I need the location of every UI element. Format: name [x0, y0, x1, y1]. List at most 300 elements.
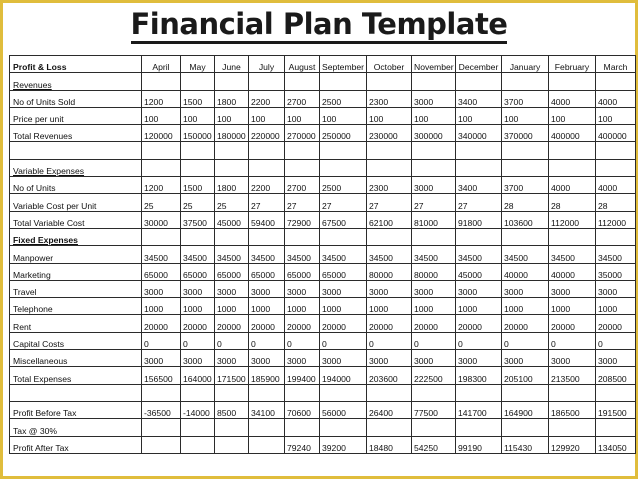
- value-cell: 4000: [549, 177, 596, 194]
- month-header: July: [249, 56, 285, 73]
- value-cell: 3000: [142, 350, 181, 367]
- value-cell: 20000: [215, 315, 249, 332]
- marketing-row: [10, 263, 636, 280]
- row-label: [10, 194, 142, 211]
- value-cell: [249, 159, 285, 176]
- value-cell: 56000: [320, 401, 367, 418]
- value-cell: 65000: [249, 263, 285, 280]
- value-cell: 129920: [549, 436, 596, 453]
- blank-row: [10, 384, 636, 401]
- value-cell: [367, 142, 412, 159]
- value-cell: [142, 419, 181, 436]
- month-header: March: [596, 56, 636, 73]
- value-cell: 141700: [456, 401, 502, 418]
- value-cell: 3000: [367, 350, 412, 367]
- value-cell: [215, 436, 249, 453]
- value-cell: 79240: [285, 436, 320, 453]
- value-cell: 20000: [142, 315, 181, 332]
- value-cell: 198300: [456, 367, 502, 384]
- value-cell: [142, 73, 181, 90]
- month-header: October: [367, 56, 412, 73]
- value-cell: 120000: [142, 125, 181, 142]
- value-cell: 203600: [367, 367, 412, 384]
- row-label: [10, 159, 142, 176]
- value-cell: [285, 228, 320, 245]
- no-of-units-sold-row: [10, 90, 636, 107]
- value-cell: 34500: [596, 246, 636, 263]
- telephone-row: [10, 298, 636, 315]
- row-label-text: Manpower: [13, 252, 54, 263]
- value-cell: 213500: [549, 367, 596, 384]
- month-header: November: [412, 56, 456, 73]
- value-cell: [549, 73, 596, 90]
- value-cell: [502, 159, 549, 176]
- row-label: [10, 211, 142, 228]
- value-cell: [215, 159, 249, 176]
- variable-expenses-heading: [10, 159, 636, 176]
- value-cell: 25: [181, 194, 215, 211]
- value-cell: 35000: [596, 263, 636, 280]
- value-cell: 164900: [502, 401, 549, 418]
- value-cell: 156500: [142, 367, 181, 384]
- value-cell: 3000: [502, 350, 549, 367]
- value-cell: 0: [320, 332, 367, 349]
- row-label-text: No of Units: [13, 183, 56, 194]
- value-cell: 164000: [181, 367, 215, 384]
- value-cell: [142, 142, 181, 159]
- value-cell: 185900: [249, 367, 285, 384]
- value-cell: 80000: [412, 263, 456, 280]
- month-header: August: [285, 56, 320, 73]
- value-cell: 112000: [596, 211, 636, 228]
- value-cell: 28: [549, 194, 596, 211]
- value-cell: [320, 419, 367, 436]
- header-label-cell: Profit & Loss: [10, 56, 142, 73]
- value-cell: 186500: [549, 401, 596, 418]
- value-cell: 2700: [285, 177, 320, 194]
- value-cell: 25: [142, 194, 181, 211]
- row-label: [10, 298, 142, 315]
- value-cell: 3400: [456, 177, 502, 194]
- row-label: [10, 90, 142, 107]
- value-cell: 34500: [549, 246, 596, 263]
- financial-plan-table: [9, 55, 636, 454]
- value-cell: [142, 159, 181, 176]
- value-cell: 0: [596, 332, 636, 349]
- title-area: [3, 3, 635, 47]
- value-cell: [215, 142, 249, 159]
- value-cell: 0: [456, 332, 502, 349]
- row-label: [10, 280, 142, 297]
- value-cell: 300000: [412, 125, 456, 142]
- value-cell: [412, 228, 456, 245]
- value-cell: 37500: [181, 211, 215, 228]
- value-cell: 0: [181, 332, 215, 349]
- value-cell: 100: [215, 107, 249, 124]
- value-cell: 3000: [249, 280, 285, 297]
- value-cell: 2200: [249, 90, 285, 107]
- value-cell: 34500: [249, 246, 285, 263]
- value-cell: 3000: [285, 350, 320, 367]
- value-cell: [249, 384, 285, 401]
- value-cell: 28: [502, 194, 549, 211]
- value-cell: 205100: [502, 367, 549, 384]
- value-cell: 199400: [285, 367, 320, 384]
- value-cell: 28: [596, 194, 636, 211]
- value-cell: 2300: [367, 90, 412, 107]
- value-cell: 3000: [142, 280, 181, 297]
- value-cell: 100: [249, 107, 285, 124]
- value-cell: 99190: [456, 436, 502, 453]
- value-cell: 270000: [285, 125, 320, 142]
- value-cell: [181, 159, 215, 176]
- value-cell: 208500: [596, 367, 636, 384]
- row-label-text: Profit Before Tax: [13, 408, 77, 419]
- travel-row: [10, 280, 636, 297]
- value-cell: [549, 159, 596, 176]
- row-label-text: Rent: [13, 321, 32, 332]
- value-cell: [549, 384, 596, 401]
- row-label: [10, 436, 142, 453]
- value-cell: 45000: [215, 211, 249, 228]
- month-header: December: [456, 56, 502, 73]
- value-cell: [596, 142, 636, 159]
- value-cell: 340000: [456, 125, 502, 142]
- total-variable-cost-row: [10, 211, 636, 228]
- value-cell: [181, 73, 215, 90]
- profit-before-tax-row: [10, 401, 636, 418]
- value-cell: 3000: [320, 350, 367, 367]
- row-label-text: Tax @ 30%: [13, 425, 58, 436]
- value-cell: [456, 419, 502, 436]
- value-cell: [215, 228, 249, 245]
- value-cell: 8500: [215, 401, 249, 418]
- capital-costs-row: [10, 332, 636, 349]
- value-cell: 100: [502, 107, 549, 124]
- price-per-unit-row: [10, 107, 636, 124]
- value-cell: 20000: [285, 315, 320, 332]
- value-cell: 3000: [249, 350, 285, 367]
- value-cell: 25: [215, 194, 249, 211]
- value-cell: 0: [215, 332, 249, 349]
- profit-after-tax-row: [10, 436, 636, 453]
- value-cell: 2500: [320, 90, 367, 107]
- value-cell: 1200: [142, 177, 181, 194]
- row-label: [10, 107, 142, 124]
- value-cell: 27: [320, 194, 367, 211]
- value-cell: 45000: [456, 263, 502, 280]
- value-cell: 100: [456, 107, 502, 124]
- value-cell: [285, 419, 320, 436]
- row-label: [10, 177, 142, 194]
- row-label-text: Total Revenues: [13, 131, 73, 142]
- value-cell: 103600: [502, 211, 549, 228]
- value-cell: [249, 142, 285, 159]
- row-label: [10, 263, 142, 280]
- value-cell: [549, 142, 596, 159]
- value-cell: -36500: [142, 401, 181, 418]
- value-cell: [320, 228, 367, 245]
- value-cell: 40000: [549, 263, 596, 280]
- value-cell: 3000: [456, 280, 502, 297]
- value-cell: [215, 419, 249, 436]
- value-cell: -14000: [181, 401, 215, 418]
- variable-cost-per-unit-row: [10, 194, 636, 211]
- value-cell: [367, 159, 412, 176]
- row-label-text: Total Variable Cost: [13, 217, 85, 228]
- page-title: Financial Plan Template: [131, 7, 508, 44]
- value-cell: 27: [456, 194, 502, 211]
- miscellaneous-row: [10, 350, 636, 367]
- value-cell: 3000: [412, 280, 456, 297]
- value-cell: 65000: [181, 263, 215, 280]
- row-label-text: Profit After Tax: [13, 442, 69, 453]
- row-label: [10, 367, 142, 384]
- month-header: June: [215, 56, 249, 73]
- month-header: February: [549, 56, 596, 73]
- value-cell: 67500: [320, 211, 367, 228]
- value-cell: [320, 384, 367, 401]
- value-cell: [285, 384, 320, 401]
- value-cell: 34500: [412, 246, 456, 263]
- value-cell: [249, 228, 285, 245]
- value-cell: [502, 142, 549, 159]
- value-cell: 39200: [320, 436, 367, 453]
- value-cell: 27: [249, 194, 285, 211]
- value-cell: [596, 384, 636, 401]
- value-cell: 400000: [596, 125, 636, 142]
- value-cell: [367, 419, 412, 436]
- value-cell: 0: [142, 332, 181, 349]
- value-cell: 100: [285, 107, 320, 124]
- value-cell: 1000: [596, 298, 636, 315]
- value-cell: 1000: [142, 298, 181, 315]
- value-cell: 3000: [367, 280, 412, 297]
- value-cell: 20000: [249, 315, 285, 332]
- value-cell: 1000: [285, 298, 320, 315]
- value-cell: 2200: [249, 177, 285, 194]
- value-cell: [142, 384, 181, 401]
- blank-row: [10, 142, 636, 159]
- row-label-text: Capital Costs: [13, 339, 65, 350]
- value-cell: 72900: [285, 211, 320, 228]
- value-cell: 3000: [596, 280, 636, 297]
- value-cell: 191500: [596, 401, 636, 418]
- row-label-text: Miscellaneous: [13, 356, 68, 367]
- value-cell: 100: [596, 107, 636, 124]
- row-label: [10, 350, 142, 367]
- value-cell: 222500: [412, 367, 456, 384]
- row-label-text: Price per unit: [13, 114, 64, 125]
- value-cell: 1000: [249, 298, 285, 315]
- value-cell: [502, 73, 549, 90]
- row-label-text: Total Expenses: [13, 373, 72, 384]
- value-cell: [367, 384, 412, 401]
- row-label-text: Variable Cost per Unit: [13, 200, 97, 211]
- manpower-row: [10, 246, 636, 263]
- value-cell: 34500: [181, 246, 215, 263]
- value-cell: 4000: [596, 177, 636, 194]
- value-cell: 0: [549, 332, 596, 349]
- value-cell: 100: [320, 107, 367, 124]
- value-cell: [596, 159, 636, 176]
- value-cell: [412, 159, 456, 176]
- value-cell: 2700: [285, 90, 320, 107]
- value-cell: 3000: [412, 90, 456, 107]
- value-cell: 65000: [142, 263, 181, 280]
- value-cell: 62100: [367, 211, 412, 228]
- value-cell: 220000: [249, 125, 285, 142]
- value-cell: 1000: [320, 298, 367, 315]
- value-cell: [215, 384, 249, 401]
- row-label: [10, 73, 142, 90]
- month-header: April: [142, 56, 181, 73]
- revenues-heading: [10, 73, 636, 90]
- rent-row: [10, 315, 636, 332]
- row-label-text: Telephone: [13, 304, 53, 315]
- value-cell: 34500: [320, 246, 367, 263]
- row-label: [10, 384, 142, 401]
- value-cell: 1000: [181, 298, 215, 315]
- value-cell: 65000: [215, 263, 249, 280]
- value-cell: 100: [549, 107, 596, 124]
- value-cell: 2500: [320, 177, 367, 194]
- value-cell: 3000: [215, 280, 249, 297]
- value-cell: [181, 419, 215, 436]
- value-cell: 1800: [215, 90, 249, 107]
- value-cell: [502, 228, 549, 245]
- value-cell: [456, 73, 502, 90]
- value-cell: 100: [367, 107, 412, 124]
- value-cell: 100: [142, 107, 181, 124]
- value-cell: 2300: [367, 177, 412, 194]
- value-cell: 194000: [320, 367, 367, 384]
- value-cell: 3000: [412, 350, 456, 367]
- value-cell: 65000: [320, 263, 367, 280]
- value-cell: 34500: [502, 246, 549, 263]
- value-cell: 100: [412, 107, 456, 124]
- value-cell: 3000: [456, 350, 502, 367]
- value-cell: 20000: [367, 315, 412, 332]
- row-label: [10, 125, 142, 142]
- value-cell: 34500: [367, 246, 412, 263]
- value-cell: [456, 142, 502, 159]
- value-cell: 91800: [456, 211, 502, 228]
- value-cell: [320, 73, 367, 90]
- value-cell: 34500: [215, 246, 249, 263]
- value-cell: [367, 73, 412, 90]
- value-cell: [142, 228, 181, 245]
- no-of-units-row: [10, 177, 636, 194]
- value-cell: [285, 159, 320, 176]
- value-cell: [320, 159, 367, 176]
- value-cell: [412, 384, 456, 401]
- month-header: January: [502, 56, 549, 73]
- value-cell: 230000: [367, 125, 412, 142]
- value-cell: 27: [367, 194, 412, 211]
- value-cell: 59400: [249, 211, 285, 228]
- row-label-text: Travel: [13, 287, 37, 298]
- value-cell: 1500: [181, 177, 215, 194]
- value-cell: 0: [249, 332, 285, 349]
- value-cell: 20000: [456, 315, 502, 332]
- value-cell: 3400: [456, 90, 502, 107]
- row-label: [10, 228, 142, 245]
- value-cell: 20000: [320, 315, 367, 332]
- value-cell: 3000: [502, 280, 549, 297]
- value-cell: [367, 228, 412, 245]
- value-cell: [596, 73, 636, 90]
- value-cell: [181, 384, 215, 401]
- value-cell: 34500: [285, 246, 320, 263]
- value-cell: 180000: [215, 125, 249, 142]
- value-cell: [456, 228, 502, 245]
- value-cell: 1800: [215, 177, 249, 194]
- row-label: [10, 401, 142, 418]
- value-cell: 34500: [456, 246, 502, 263]
- value-cell: 4000: [549, 90, 596, 107]
- tax-row: [10, 419, 636, 436]
- value-cell: 3000: [181, 350, 215, 367]
- value-cell: 1500: [181, 90, 215, 107]
- row-label-text: Fixed Expenses: [13, 235, 78, 246]
- fixed-expenses-heading: [10, 228, 636, 245]
- value-cell: 1000: [549, 298, 596, 315]
- value-cell: 20000: [412, 315, 456, 332]
- value-cell: 81000: [412, 211, 456, 228]
- value-cell: 1000: [367, 298, 412, 315]
- value-cell: [249, 436, 285, 453]
- value-cell: [181, 436, 215, 453]
- value-cell: [502, 384, 549, 401]
- row-label-text: Revenues: [13, 79, 52, 90]
- value-cell: 250000: [320, 125, 367, 142]
- month-header: September: [320, 56, 367, 73]
- value-cell: 1200: [142, 90, 181, 107]
- value-cell: [412, 142, 456, 159]
- value-cell: 112000: [549, 211, 596, 228]
- row-label: [10, 332, 142, 349]
- header-row: [10, 56, 636, 73]
- value-cell: 3000: [285, 280, 320, 297]
- value-cell: 171500: [215, 367, 249, 384]
- value-cell: 150000: [181, 125, 215, 142]
- value-cell: 0: [412, 332, 456, 349]
- value-cell: [456, 384, 502, 401]
- value-cell: 3000: [320, 280, 367, 297]
- value-cell: [249, 73, 285, 90]
- row-label-text: Marketing: [13, 269, 51, 280]
- row-label: [10, 246, 142, 263]
- value-cell: 3700: [502, 90, 549, 107]
- value-cell: 27: [412, 194, 456, 211]
- value-cell: 80000: [367, 263, 412, 280]
- value-cell: [502, 419, 549, 436]
- value-cell: [181, 228, 215, 245]
- value-cell: 4000: [596, 90, 636, 107]
- row-label: [10, 142, 142, 159]
- value-cell: 34100: [249, 401, 285, 418]
- value-cell: 3000: [596, 350, 636, 367]
- value-cell: 3000: [549, 350, 596, 367]
- value-cell: 370000: [502, 125, 549, 142]
- value-cell: [596, 228, 636, 245]
- value-cell: 65000: [285, 263, 320, 280]
- value-cell: [412, 73, 456, 90]
- row-label-text: Variable Expenses: [13, 166, 85, 177]
- value-cell: 20000: [549, 315, 596, 332]
- total-expenses-row: [10, 367, 636, 384]
